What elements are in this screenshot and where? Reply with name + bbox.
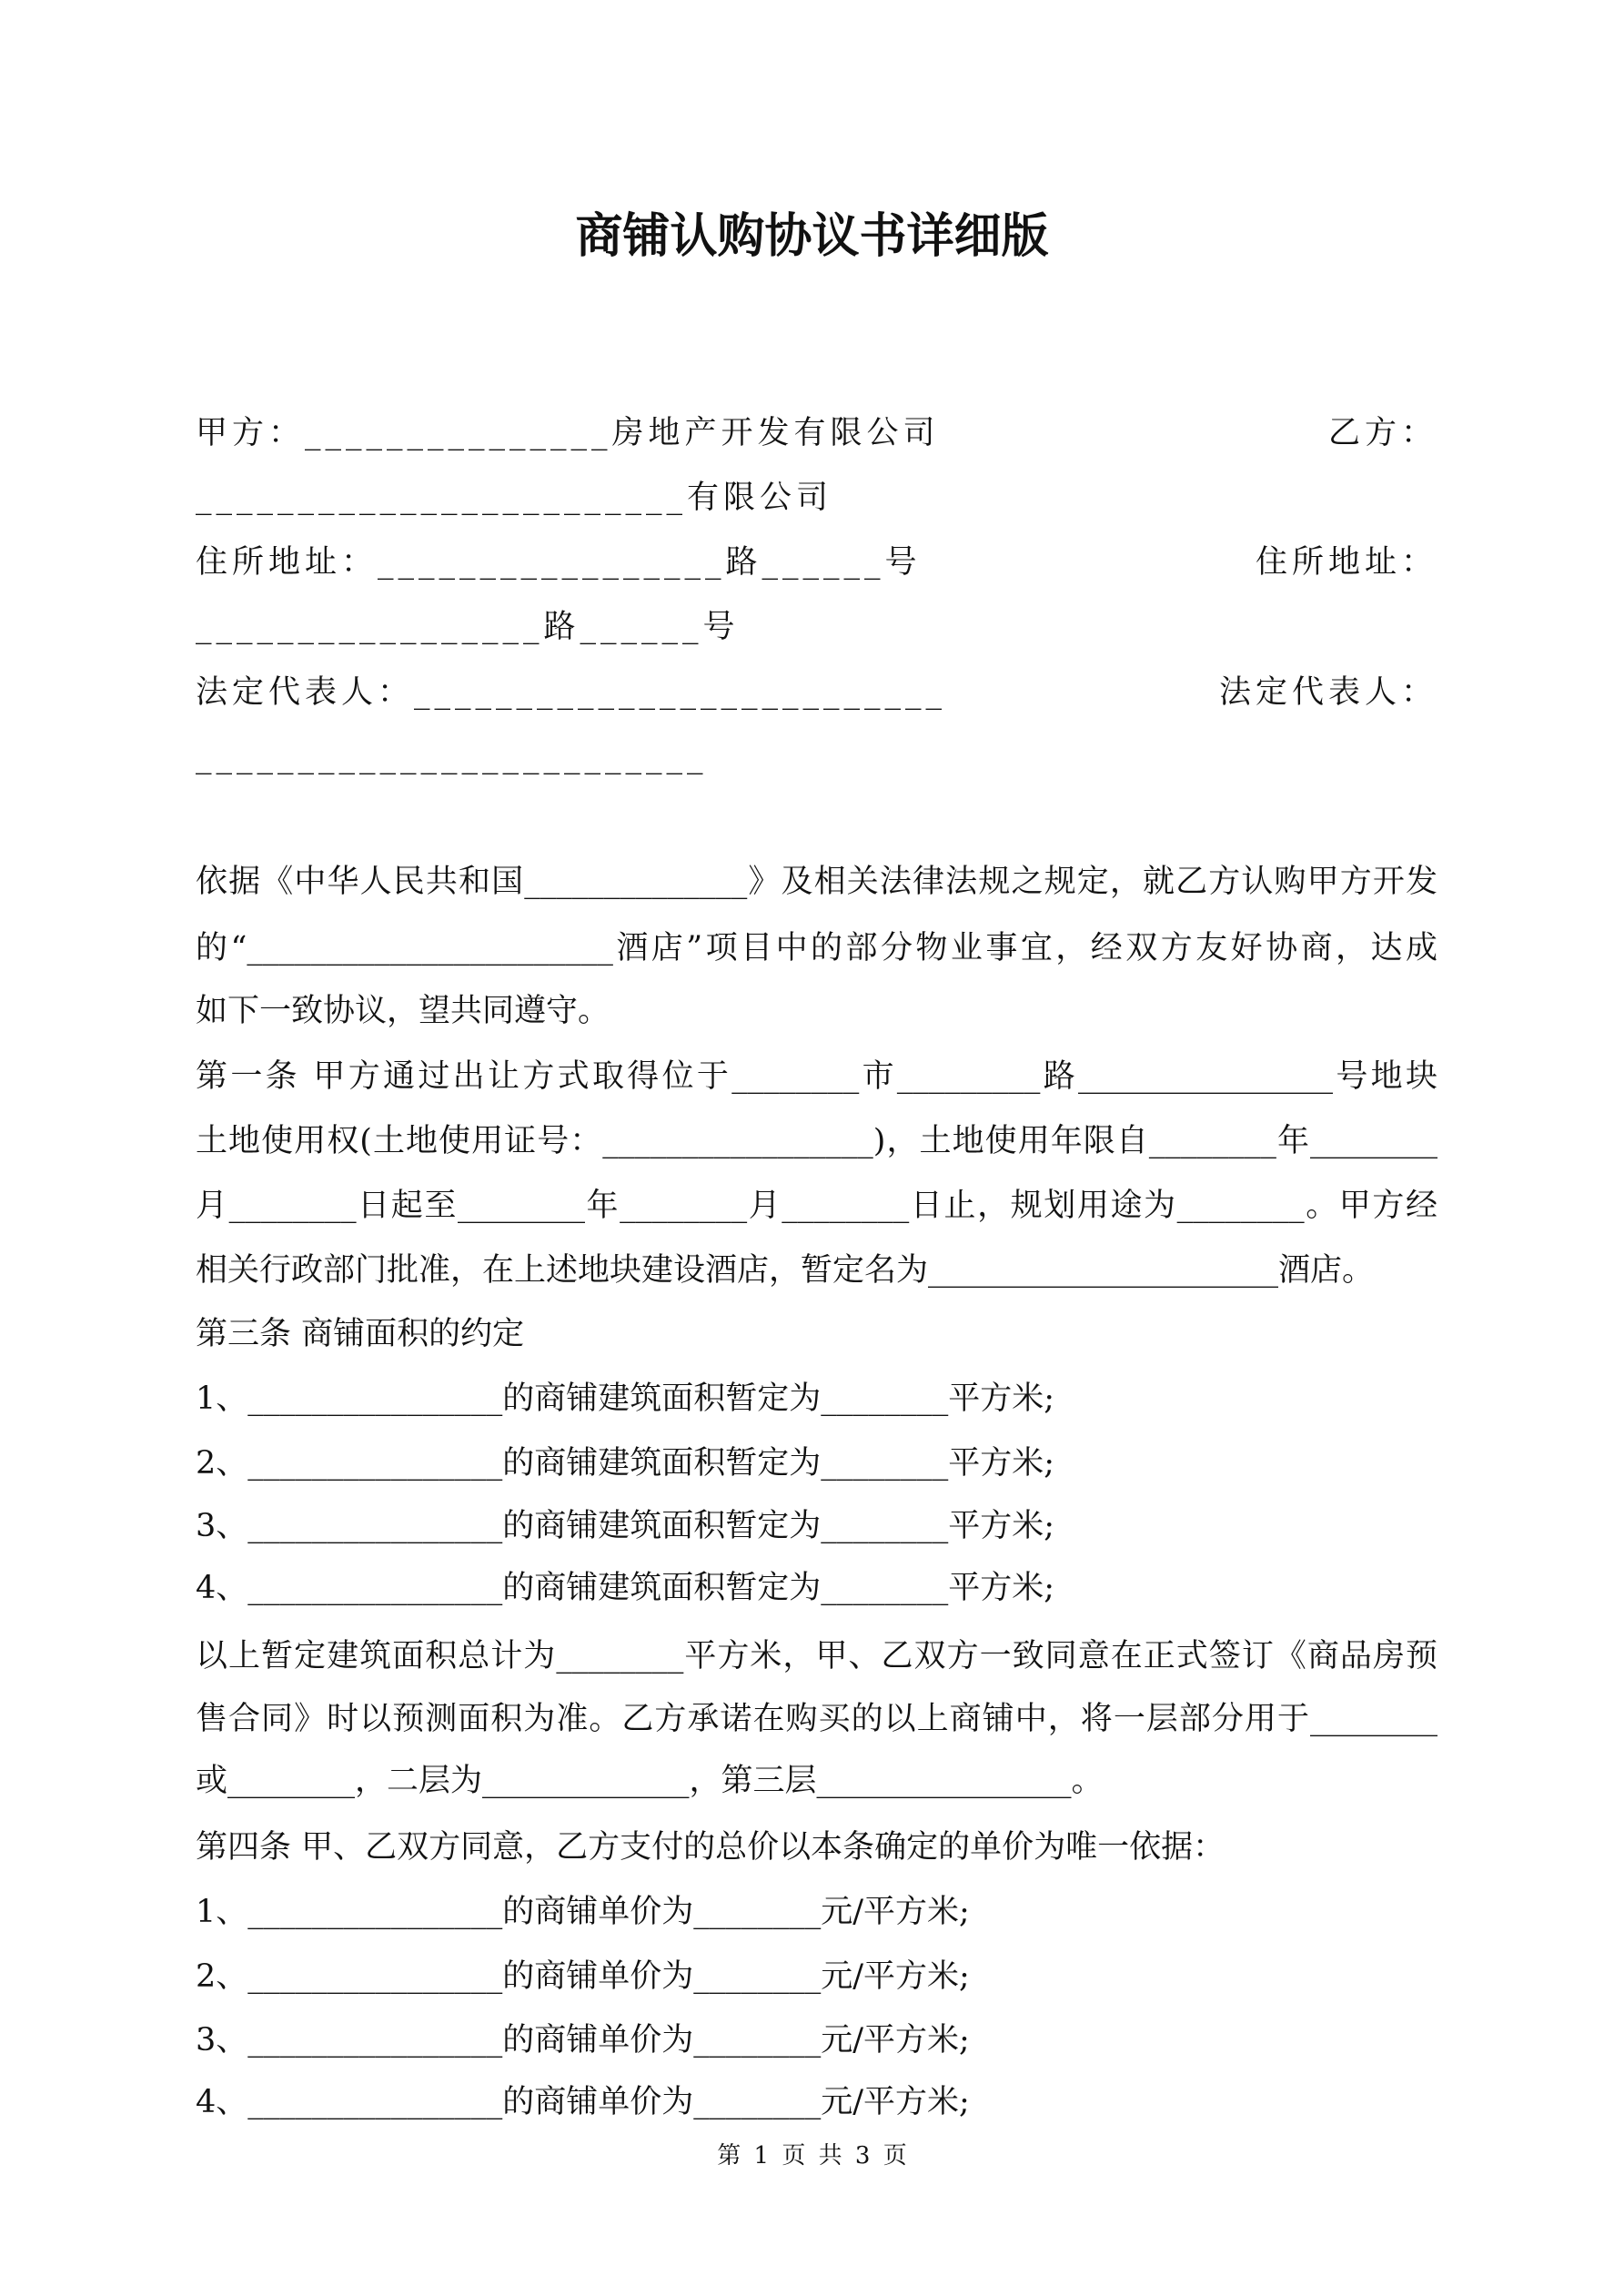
body-line: 如下一致协议，望共同遵守。 — [196, 993, 610, 1029]
body-line: 或________，二层为_____________，第三层________________。 — [196, 1763, 1104, 1799]
party-line-left: 甲方：_______________房地产开发有限公司 — [196, 415, 940, 451]
party-line — [196, 472, 1437, 523]
party-line — [196, 537, 1437, 588]
party-line-left: _________________________ — [196, 739, 708, 775]
body-line: 第一条 甲方通过出让方式取得位于________市_________路________________号地块 — [196, 1058, 1437, 1095]
body-line: 4、________________的商铺单价为________元/平方米; — [196, 2084, 970, 2120]
body-line: 相关行政部门批准，在上述地块建设酒店，暂定名为______________________酒店。 — [196, 1252, 1375, 1289]
party-line-right: 乙方： — [1327, 415, 1437, 451]
party-line — [196, 732, 1437, 783]
body-line: 的“_______________________酒店”项目中的部分物业事宜，经双方友好协商，达成 — [196, 930, 1437, 966]
body-line: 3、________________的商铺建筑面积暂定为________平方米; — [196, 1508, 1055, 1544]
party-line-right: 法定代表人： — [1218, 674, 1437, 711]
document-title: 商铺认购协议书详细版 — [575, 208, 1049, 264]
body-line: 以上暂定建筑面积总计为________平方米，甲、乙双方一致同意在正式签订《商品房预 — [196, 1638, 1437, 1674]
body-line: 2、________________的商铺单价为________元/平方米; — [196, 1958, 970, 1995]
party-line-left: _________________路______号 — [196, 609, 740, 645]
body-line: 4、________________的商铺建筑面积暂定为________平方米; — [196, 1570, 1055, 1606]
party-line-left: 法定代表人：__________________________ — [196, 674, 947, 711]
party-line — [196, 667, 1437, 718]
party-line-right: 住所地址： — [1255, 544, 1437, 581]
party-line-left: ________________________有限公司 — [196, 480, 833, 516]
party-line — [196, 602, 1437, 652]
body-line: 土地使用权(土地使用证号：_________________)，土地使用年限自________年________ — [196, 1123, 1437, 1159]
party-line — [196, 408, 1437, 459]
body-line: 第四条 甲、乙双方同意，乙方支付的总价以本条确定的单价为唯一依据： — [196, 1829, 1226, 1866]
body-line: 依据《中华人民共和国______________》及相关法律法规之规定，就乙方认购甲方开发 — [196, 864, 1437, 900]
page-number: 第 1 页 共 3 页 — [717, 2142, 907, 2170]
body-line: 售合同》时以预测面积为准。乙方承诺在购买的以上商铺中，将一层部分用于________ — [196, 1701, 1437, 1737]
body-line: 1、________________的商铺单价为________元/平方米; — [196, 1894, 970, 1930]
body-line: 月________日起至________年________月________日止，规划用途为________。甲方经 — [196, 1188, 1437, 1224]
body-line: 第三条 商铺面积的约定 — [196, 1316, 525, 1352]
body-line: 3、________________的商铺单价为________元/平方米; — [196, 2022, 970, 2058]
party-line-left: 住所地址：_________________路______号 — [196, 544, 922, 581]
body-line: 1、________________的商铺建筑面积暂定为________平方米; — [196, 1381, 1055, 1417]
body-line: 2、________________的商铺建筑面积暂定为________平方米; — [196, 1445, 1055, 1482]
